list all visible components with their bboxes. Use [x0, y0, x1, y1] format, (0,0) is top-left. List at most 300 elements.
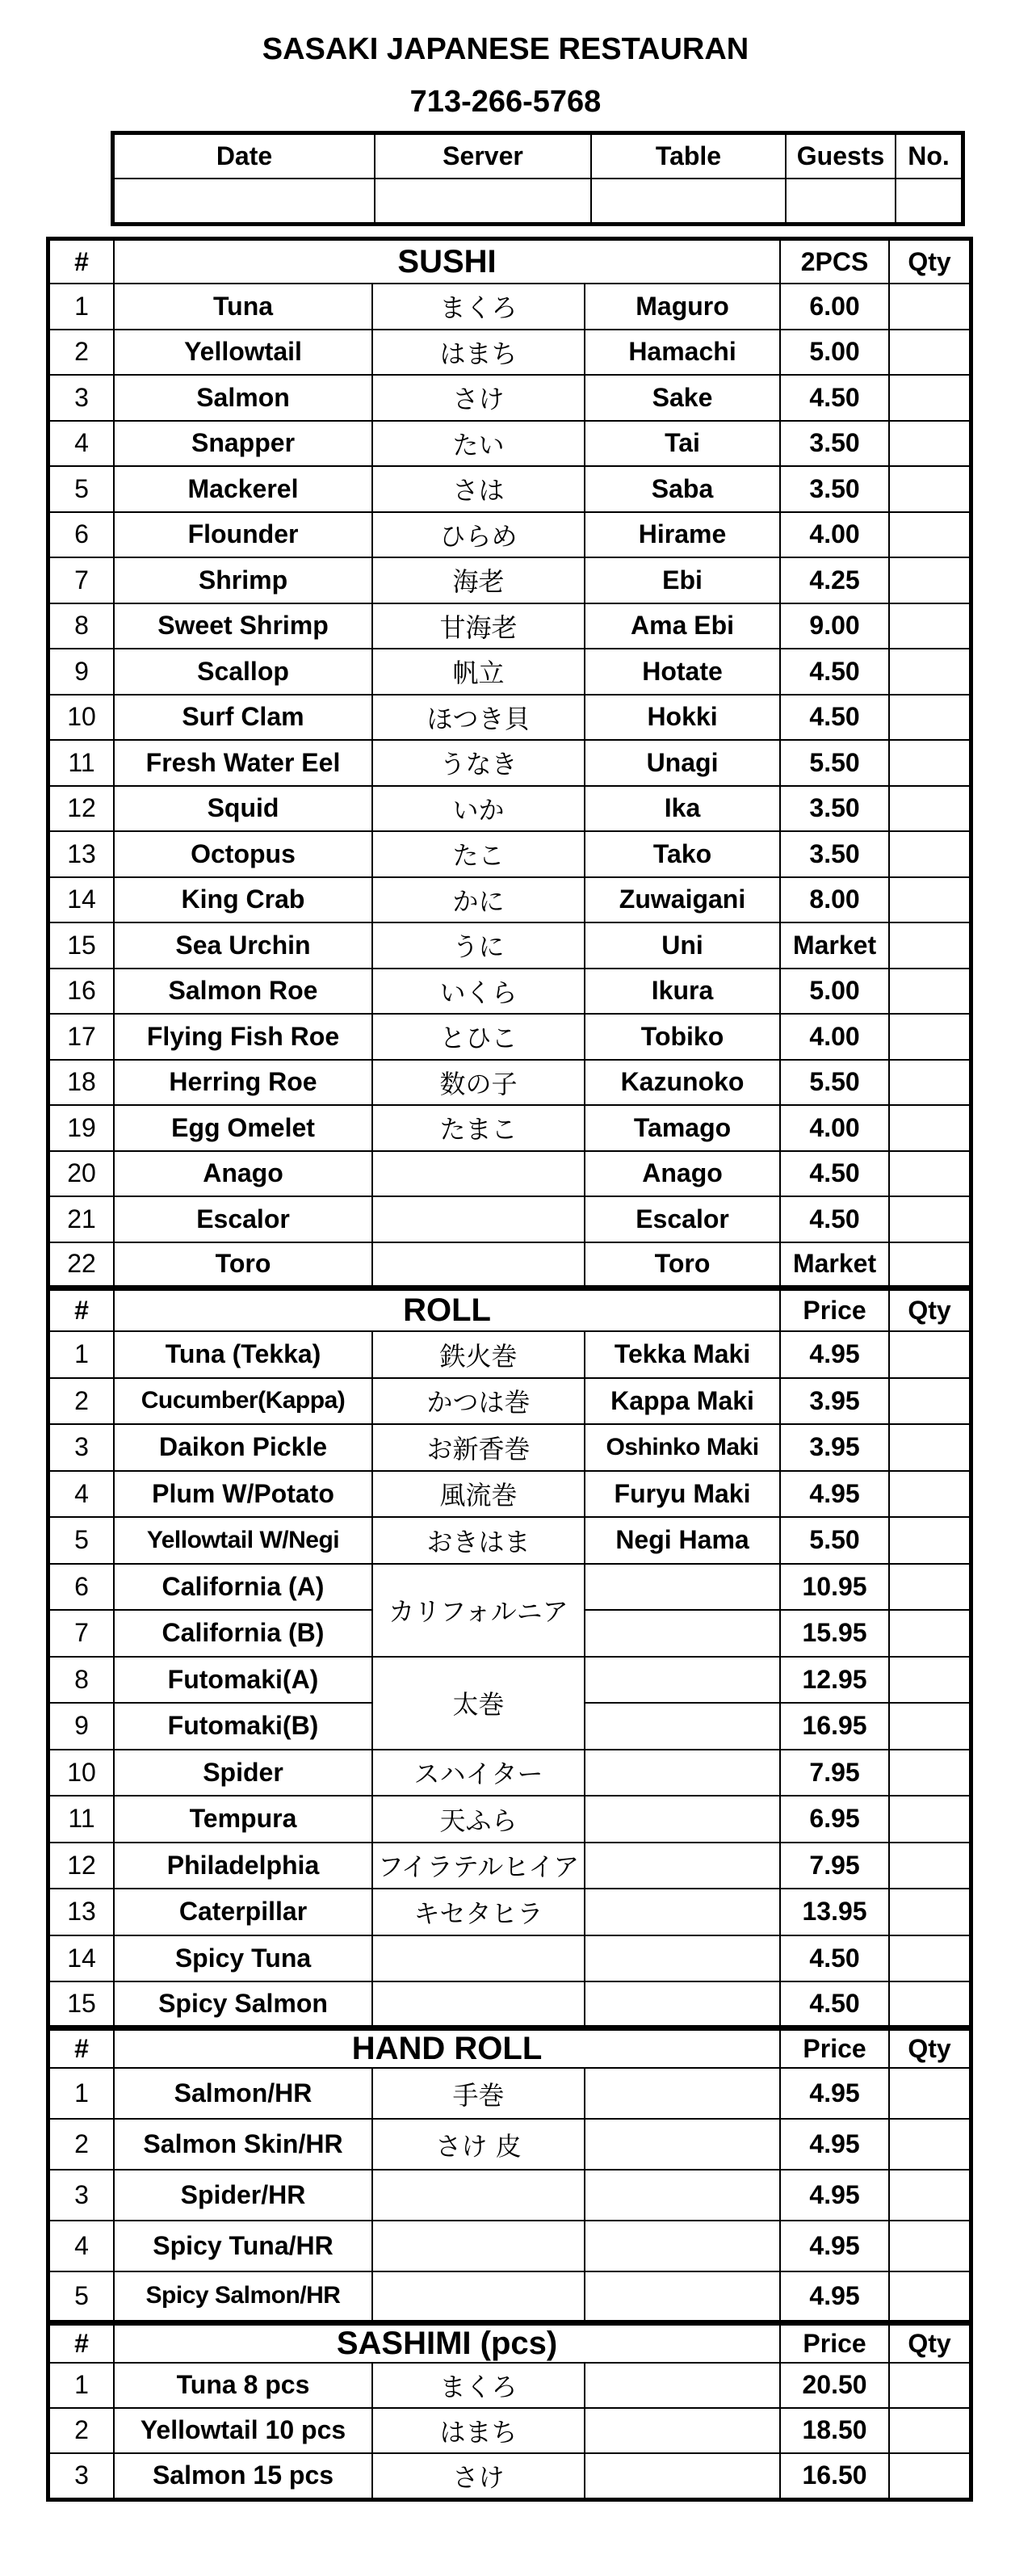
item-romaji-name — [585, 2453, 780, 2498]
item-romaji-name: Ika — [585, 786, 780, 832]
item-qty-field[interactable] — [889, 284, 970, 330]
menu-item-row — [49, 1424, 970, 1471]
item-romaji-name: Tamago — [585, 1105, 780, 1151]
item-qty-field[interactable] — [889, 603, 970, 649]
item-number: 6 — [49, 512, 114, 558]
item-japanese-name: キセタヒラ — [372, 1889, 585, 1935]
item-japanese-name: カリフォルニア — [372, 1564, 585, 1657]
item-romaji-name — [585, 2221, 780, 2271]
server-header: Server — [375, 134, 591, 179]
menu-item-row — [49, 2119, 970, 2170]
item-japanese-name: かに — [372, 877, 585, 923]
item-name: Fresh Water Eel — [114, 740, 372, 786]
item-japanese-name: まくろ — [372, 2363, 585, 2408]
item-name: Spicy Tuna/HR — [114, 2221, 372, 2271]
item-name: Toro — [114, 1242, 372, 1288]
item-name: Yellowtail — [114, 330, 372, 376]
item-qty-field[interactable] — [889, 695, 970, 741]
item-number: 13 — [49, 1889, 114, 1935]
item-japanese-name: たこ — [372, 831, 585, 877]
menu-item-row — [49, 1517, 970, 1564]
item-price: 6.95 — [780, 1796, 889, 1843]
item-number: 22 — [49, 1242, 114, 1288]
item-number: 15 — [49, 922, 114, 969]
item-qty-field[interactable] — [889, 1981, 970, 2028]
item-number: 15 — [49, 1981, 114, 2028]
item-price: 3.95 — [780, 1424, 889, 1471]
item-price: 4.50 — [780, 1151, 889, 1197]
item-qty-field[interactable] — [889, 831, 970, 877]
item-name: Cucumber(Kappa) — [114, 1378, 372, 1425]
item-name: Caterpillar — [114, 1889, 372, 1935]
item-number: 20 — [49, 1151, 114, 1197]
item-price: 5.00 — [780, 330, 889, 376]
item-qty-field[interactable] — [889, 1105, 970, 1151]
item-price: 5.50 — [780, 1517, 889, 1564]
item-romaji-name: Ama Ebi — [585, 603, 780, 649]
order-info-header-row — [114, 134, 962, 179]
server-field[interactable] — [375, 179, 591, 223]
item-romaji-name — [585, 2363, 780, 2408]
item-romaji-name: Kazunoko — [585, 1060, 780, 1106]
item-japanese-name: おきはま — [372, 1517, 585, 1564]
menu-item-row — [49, 1196, 970, 1242]
item-number: 10 — [49, 1750, 114, 1796]
item-qty-field[interactable] — [889, 1657, 970, 1704]
item-qty-field[interactable] — [889, 512, 970, 558]
item-number: 9 — [49, 1703, 114, 1750]
item-qty-field[interactable] — [889, 557, 970, 603]
item-name: Spicy Salmon — [114, 1981, 372, 2028]
item-price: 15.95 — [780, 1610, 889, 1657]
item-price: Market — [780, 1242, 889, 1288]
item-number: 17 — [49, 1014, 114, 1060]
menu-item-row — [49, 1471, 970, 1518]
hand-roll-header-row — [49, 2028, 970, 2069]
item-romaji-name: Tekka Maki — [585, 1331, 780, 1378]
item-qty-field[interactable] — [889, 2068, 970, 2119]
item-number: 5 — [49, 466, 114, 512]
sashimi-section-title: SASHIMI (pcs) — [114, 2322, 780, 2363]
item-japanese-name: 数の子 — [372, 1060, 585, 1106]
item-qty-field[interactable] — [889, 1843, 970, 1889]
item-name: Plum W/Potato — [114, 1471, 372, 1518]
menu-item-row — [49, 2363, 970, 2408]
item-qty-field[interactable] — [889, 1196, 970, 1242]
menu-item-row — [49, 740, 970, 786]
item-qty-field[interactable] — [889, 1378, 970, 1425]
item-name: Squid — [114, 786, 372, 832]
item-price: 7.95 — [780, 1750, 889, 1796]
item-number: 14 — [49, 877, 114, 923]
item-number: 3 — [49, 2170, 114, 2221]
item-number: 11 — [49, 740, 114, 786]
date-header: Date — [114, 134, 375, 179]
item-price: 8.00 — [780, 877, 889, 923]
menu-item-row — [49, 375, 970, 421]
no-header: No. — [896, 134, 962, 179]
item-number: 3 — [49, 375, 114, 421]
item-name: Sweet Shrimp — [114, 603, 372, 649]
item-price: 12.95 — [780, 1657, 889, 1704]
menu-item-row — [49, 1889, 970, 1935]
item-romaji-name: Maguro — [585, 284, 780, 330]
item-number: 2 — [49, 330, 114, 376]
menu-item-row — [49, 1378, 970, 1425]
item-romaji-name: Hirame — [585, 512, 780, 558]
item-name: Tuna 8 pcs — [114, 2363, 372, 2408]
item-qty-field[interactable] — [889, 1331, 970, 1378]
item-qty-field[interactable] — [889, 1014, 970, 1060]
hand-roll-price-header: Price — [780, 2028, 889, 2069]
item-name: Surf Clam — [114, 695, 372, 741]
item-japanese-name — [372, 2221, 585, 2271]
item-price: 13.95 — [780, 1889, 889, 1935]
sashimi-hash-header: # — [49, 2322, 114, 2363]
item-romaji-name — [585, 1889, 780, 1935]
item-romaji-name: Escalor — [585, 1196, 780, 1242]
item-romaji-name: Oshinko Maki — [585, 1424, 780, 1471]
item-name: Salmon — [114, 375, 372, 421]
item-qty-field[interactable] — [889, 969, 970, 1015]
item-price: 7.95 — [780, 1843, 889, 1889]
item-price: 4.95 — [780, 2271, 889, 2322]
item-price: 3.50 — [780, 831, 889, 877]
item-romaji-name: Ebi — [585, 557, 780, 603]
menu-item-row — [49, 1014, 970, 1060]
item-price: 9.00 — [780, 603, 889, 649]
item-name: Salmon/HR — [114, 2068, 372, 2119]
menu-table — [48, 239, 971, 2499]
item-qty-field[interactable] — [889, 1703, 970, 1750]
menu-item-row — [49, 1242, 970, 1288]
item-qty-field[interactable] — [889, 2408, 970, 2453]
item-name: Octopus — [114, 831, 372, 877]
item-romaji-name: Furyu Maki — [585, 1471, 780, 1518]
item-price: 3.95 — [780, 1378, 889, 1425]
phone-number: 713-266-5768 — [409, 85, 602, 119]
item-price: 5.50 — [780, 740, 889, 786]
item-name: Snapper — [114, 421, 372, 467]
item-qty-field[interactable] — [889, 2271, 970, 2322]
guests-field[interactable] — [786, 179, 896, 223]
item-name: Escalor — [114, 1196, 372, 1242]
menu-item-row — [49, 2221, 970, 2271]
item-name: Philadelphia — [114, 1843, 372, 1889]
item-number: 3 — [49, 1424, 114, 1471]
item-japanese-name — [372, 2170, 585, 2221]
roll-price-header: Price — [780, 1288, 889, 1331]
item-price: 4.25 — [780, 557, 889, 603]
item-number: 13 — [49, 831, 114, 877]
menu-item-row — [49, 831, 970, 877]
menu-item-row — [49, 603, 970, 649]
menu-item-row — [49, 2170, 970, 2221]
item-qty-field[interactable] — [889, 375, 970, 421]
item-qty-field[interactable] — [889, 2453, 970, 2498]
item-romaji-name: Sake — [585, 375, 780, 421]
order-info-table — [113, 133, 963, 224]
item-japanese-name: まくろ — [372, 284, 585, 330]
item-number: 1 — [49, 284, 114, 330]
item-number: 5 — [49, 1517, 114, 1564]
item-name: California (A) — [114, 1564, 372, 1611]
item-price: 4.50 — [780, 695, 889, 741]
item-qty-field[interactable] — [889, 786, 970, 832]
item-japanese-name: お新香巻 — [372, 1424, 585, 1471]
item-number: 4 — [49, 2221, 114, 2271]
item-japanese-name: 太巻 — [372, 1657, 585, 1750]
item-price: 4.00 — [780, 512, 889, 558]
item-romaji-name: Anago — [585, 1151, 780, 1197]
item-japanese-name: ひらめ — [372, 512, 585, 558]
menu-item-row — [49, 2271, 970, 2322]
roll-hash-header: # — [49, 1288, 114, 1331]
sashimi-price-header: Price — [780, 2322, 889, 2363]
menu-item-row — [49, 1843, 970, 1889]
item-qty-field[interactable] — [889, 1424, 970, 1471]
item-romaji-name: Toro — [585, 1242, 780, 1288]
item-qty-field[interactable] — [889, 1471, 970, 1518]
item-romaji-name — [585, 1935, 780, 1982]
item-number: 12 — [49, 786, 114, 832]
item-number: 6 — [49, 1564, 114, 1611]
item-japanese-name: 帆立 — [372, 649, 585, 695]
item-name: Spider — [114, 1750, 372, 1796]
item-qty-field[interactable] — [889, 1060, 970, 1106]
item-romaji-name — [585, 1750, 780, 1796]
item-qty-field[interactable] — [889, 330, 970, 376]
item-romaji-name: Unagi — [585, 740, 780, 786]
item-name: Daikon Pickle — [114, 1424, 372, 1471]
item-price: 16.95 — [780, 1703, 889, 1750]
item-japanese-name: うなき — [372, 740, 585, 786]
item-japanese-name — [372, 2271, 585, 2322]
menu-item-row — [49, 2408, 970, 2453]
item-number: 7 — [49, 557, 114, 603]
item-number: 1 — [49, 2068, 114, 2119]
item-number: 16 — [49, 969, 114, 1015]
item-price: 4.50 — [780, 1981, 889, 2028]
menu-item-row — [49, 969, 970, 1015]
menu-item-row — [49, 786, 970, 832]
hand-roll-hash-header: # — [49, 2028, 114, 2069]
item-name: Salmon Roe — [114, 969, 372, 1015]
item-name: Anago — [114, 1151, 372, 1197]
item-japanese-name: 甘海老 — [372, 603, 585, 649]
item-qty-field[interactable] — [889, 421, 970, 467]
item-japanese-name: スハイター — [372, 1750, 585, 1796]
item-name: Egg Omelet — [114, 1105, 372, 1151]
menu-item-row — [49, 2068, 970, 2119]
item-qty-field[interactable] — [889, 2363, 970, 2408]
menu-item-row — [49, 877, 970, 923]
item-romaji-name: Tako — [585, 831, 780, 877]
item-qty-field[interactable] — [889, 1889, 970, 1935]
item-qty-field[interactable] — [889, 1796, 970, 1843]
item-qty-field[interactable] — [889, 1610, 970, 1657]
item-name: Mackerel — [114, 466, 372, 512]
order-no-field[interactable] — [896, 179, 962, 223]
item-romaji-name — [585, 2271, 780, 2322]
item-japanese-name: さけ — [372, 375, 585, 421]
menu-item-row — [49, 557, 970, 603]
item-romaji-name — [585, 1657, 780, 1704]
item-qty-field[interactable] — [889, 740, 970, 786]
item-name: Tuna (Tekka) — [114, 1331, 372, 1378]
sashimi-header-row — [49, 2322, 970, 2363]
menu-item-row — [49, 1151, 970, 1197]
item-japanese-name: かつは巻 — [372, 1378, 585, 1425]
item-qty-field[interactable] — [889, 2221, 970, 2271]
sashimi-qty-header: Qty — [889, 2322, 970, 2363]
sushi-qty-header: Qty — [889, 240, 970, 284]
item-qty-field[interactable] — [889, 1151, 970, 1197]
item-name: Shrimp — [114, 557, 372, 603]
item-qty-field[interactable] — [889, 922, 970, 969]
roll-section-title: ROLL — [114, 1288, 780, 1331]
menu-item-row — [49, 1657, 970, 1704]
menu-item-row — [49, 1060, 970, 1106]
menu-item-row — [49, 1105, 970, 1151]
item-price: 4.50 — [780, 1935, 889, 1982]
hand-roll-section-title: HAND ROLL — [114, 2028, 780, 2069]
guests-header: Guests — [786, 134, 896, 179]
item-number: 19 — [49, 1105, 114, 1151]
item-name: Tuna — [114, 284, 372, 330]
item-name: Futomaki(B) — [114, 1703, 372, 1750]
item-japanese-name: 鉄火巻 — [372, 1331, 585, 1378]
roll-qty-header: Qty — [889, 1288, 970, 1331]
item-romaji-name: Tai — [585, 421, 780, 467]
table-header: Table — [591, 134, 786, 179]
item-japanese-name: 天ふら — [372, 1796, 585, 1843]
item-number: 4 — [49, 1471, 114, 1518]
menu-item-row — [49, 695, 970, 741]
item-number: 8 — [49, 1657, 114, 1704]
item-qty-field[interactable] — [889, 877, 970, 923]
item-name: Spicy Tuna — [114, 1935, 372, 1982]
menu-item-row — [49, 330, 970, 376]
item-romaji-name — [585, 1981, 780, 2028]
item-japanese-name — [372, 1935, 585, 1982]
item-romaji-name — [585, 1796, 780, 1843]
item-number: 1 — [49, 1331, 114, 1378]
item-name: Yellowtail 10 pcs — [114, 2408, 372, 2453]
item-name: California (B) — [114, 1610, 372, 1657]
item-name: Flying Fish Roe — [114, 1014, 372, 1060]
item-romaji-name: Hotate — [585, 649, 780, 695]
item-qty-field[interactable] — [889, 2170, 970, 2221]
item-japanese-name: 風流巻 — [372, 1471, 585, 1518]
item-japanese-name: さは — [372, 466, 585, 512]
date-field[interactable] — [114, 179, 375, 223]
item-name: Sea Urchin — [114, 922, 372, 969]
item-qty-field[interactable] — [889, 1242, 970, 1288]
item-price: 4.50 — [780, 375, 889, 421]
table-field[interactable] — [591, 179, 786, 223]
item-romaji-name — [585, 2170, 780, 2221]
item-number: 18 — [49, 1060, 114, 1106]
item-name: Spicy Salmon/HR — [114, 2271, 372, 2322]
item-price: 3.50 — [780, 466, 889, 512]
item-name: Flounder — [114, 512, 372, 558]
item-romaji-name — [585, 1843, 780, 1889]
menu-item-row — [49, 1750, 970, 1796]
menu-item-row — [49, 649, 970, 695]
menu-item-row — [49, 1935, 970, 1982]
item-number: 10 — [49, 695, 114, 741]
item-japanese-name: 海老 — [372, 557, 585, 603]
item-name: Tempura — [114, 1796, 372, 1843]
sushi-section-title: SUSHI — [114, 240, 780, 284]
item-romaji-name — [585, 1564, 780, 1611]
item-romaji-name — [585, 2119, 780, 2170]
item-japanese-name — [372, 1151, 585, 1197]
item-japanese-name: フイラテルヒイア — [372, 1843, 585, 1889]
item-price: 4.00 — [780, 1014, 889, 1060]
item-romaji-name — [585, 1610, 780, 1657]
item-number: 12 — [49, 1843, 114, 1889]
item-romaji-name: Saba — [585, 466, 780, 512]
item-number: 2 — [49, 2408, 114, 2453]
item-price: 4.95 — [780, 2119, 889, 2170]
item-japanese-name: うに — [372, 922, 585, 969]
item-number: 3 — [49, 2453, 114, 2498]
item-price: 3.50 — [780, 421, 889, 467]
item-price: 16.50 — [780, 2453, 889, 2498]
item-qty-field[interactable] — [889, 2119, 970, 2170]
item-number: 7 — [49, 1610, 114, 1657]
item-price: 4.95 — [780, 2170, 889, 2221]
item-romaji-name — [585, 1703, 780, 1750]
item-japanese-name — [372, 1242, 585, 1288]
item-qty-field[interactable] — [889, 1517, 970, 1564]
item-price: 4.95 — [780, 1471, 889, 1518]
item-japanese-name: はまち — [372, 330, 585, 376]
item-romaji-name — [585, 2408, 780, 2453]
item-number: 2 — [49, 2119, 114, 2170]
item-japanese-name — [372, 1981, 585, 2028]
item-romaji-name: Hamachi — [585, 330, 780, 376]
item-japanese-name: ほつき貝 — [372, 695, 585, 741]
menu-item-row — [49, 2453, 970, 2498]
item-romaji-name — [585, 2068, 780, 2119]
menu-item-row — [49, 284, 970, 330]
item-name: King Crab — [114, 877, 372, 923]
item-number: 5 — [49, 2271, 114, 2322]
item-qty-field[interactable] — [889, 1935, 970, 1982]
menu-item-row — [49, 466, 970, 512]
item-price: 5.50 — [780, 1060, 889, 1106]
item-qty-field[interactable] — [889, 1564, 970, 1611]
item-qty-field[interactable] — [889, 466, 970, 512]
item-price: 20.50 — [780, 2363, 889, 2408]
item-japanese-name — [372, 1196, 585, 1242]
item-price: 4.95 — [780, 1331, 889, 1378]
menu-item-row — [49, 1796, 970, 1843]
item-qty-field[interactable] — [889, 649, 970, 695]
item-japanese-name: はまち — [372, 2408, 585, 2453]
item-japanese-name: いか — [372, 786, 585, 832]
item-price: 3.50 — [780, 786, 889, 832]
item-number: 9 — [49, 649, 114, 695]
item-name: Futomaki(A) — [114, 1657, 372, 1704]
menu-item-row — [49, 512, 970, 558]
menu-item-row — [49, 421, 970, 467]
item-qty-field[interactable] — [889, 1750, 970, 1796]
item-number: 2 — [49, 1378, 114, 1425]
